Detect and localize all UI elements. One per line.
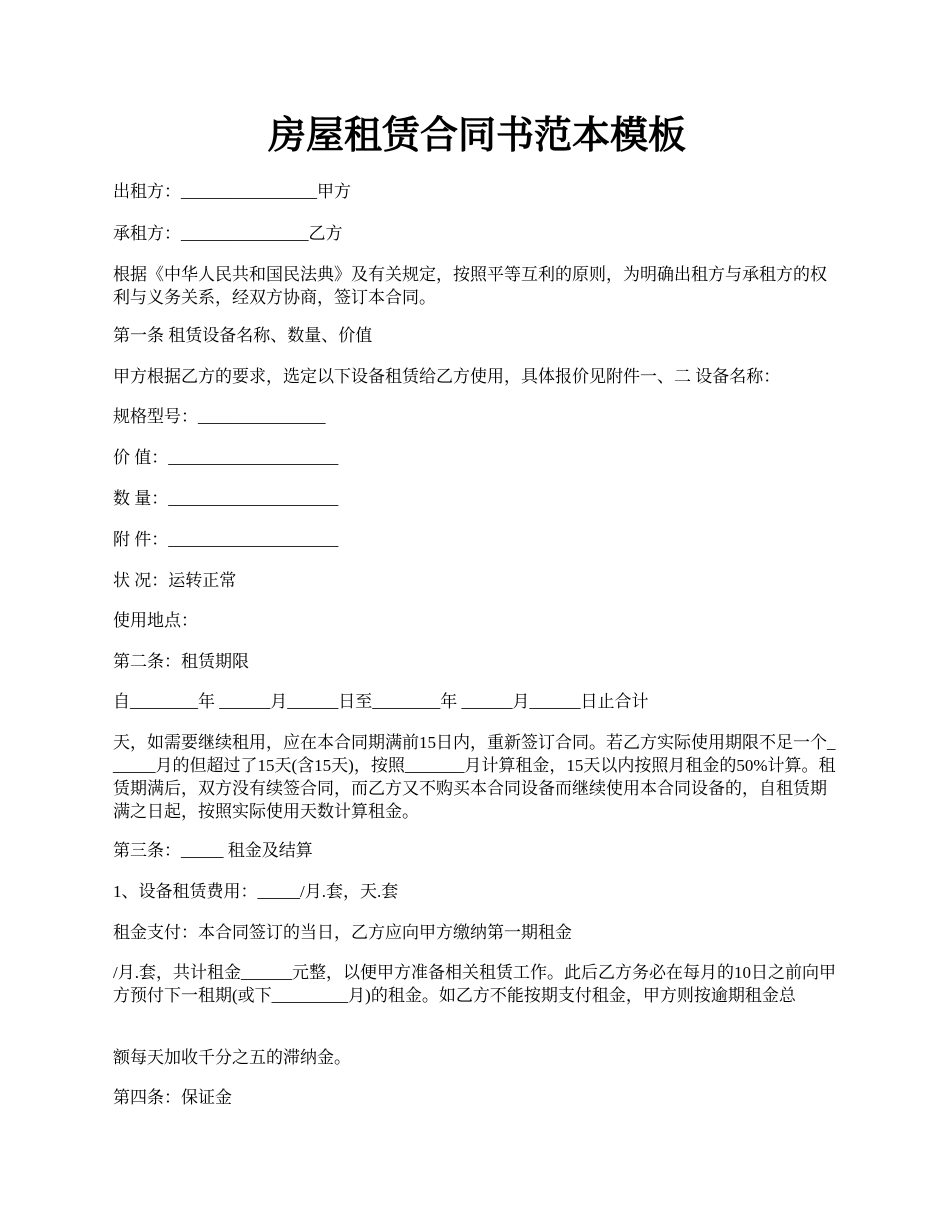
location-line: 使用地点： (113, 611, 198, 630)
preamble-paragraph: 根据《中华人民共和国民法典》及有关规定，按照平等互利的原则，为明确出租方与承租方的权利与义务关系，经双方协商，签订本合同。 (113, 265, 827, 307)
document-title: 房屋租赁合同书范本模板 (267, 115, 686, 157)
value-line: 价 值：____________________ (113, 448, 339, 467)
article-1-heading: 第一条 租赁设备名称、数量、价值 (113, 326, 373, 345)
term-details-paragraph: 天，如需要继续租用，应在本合同期满前15日内，重新签订合同。若乙方实际使用期限不足一个______月的但超过了15天(含15天)，按照_______月计算租金，15天以内按照月租金的50%计算。租赁期满后，双方没有续签合同，而乙方又不购买本合同设备而继续使用本合同设备的，自租赁期满之日起，按照实际使用天数计算租金。 (113, 733, 836, 821)
lessee-line: 承租方：_______________乙方 (113, 224, 343, 243)
term-dates-line: 自________年 ______月______日至________年 ______月______日止合计 (113, 692, 649, 711)
rent-payment-paragraph: /月.套，共计租金______元整，以便甲方准备相关租赁工作。此后乙方务必在每月的10日之前向甲方预付下一租期(或下_________月)的租金。如乙方不能按期支付租金，甲方则按逾期租金总 (113, 963, 836, 1005)
article-3-heading: 第三条：_____ 租金及结算 (113, 841, 313, 860)
model-line: 规格型号：_______________ (113, 407, 326, 426)
rent-payment-line: 租金支付：本合同签订的当日，乙方应向甲方缴纳第一期租金 (113, 923, 572, 942)
quantity-line: 数 量：____________________ (113, 489, 339, 508)
attachment-line: 附 件：____________________ (113, 530, 339, 549)
article-4-heading: 第四条：保证金 (113, 1088, 232, 1107)
lessor-line: 出租方：________________甲方 (113, 182, 351, 201)
condition-line: 状 况：运转正常 (113, 571, 237, 590)
article-2-heading: 第二条：租赁期限 (113, 652, 249, 671)
equipment-intro: 甲方根据乙方的要求，选定以下设备租赁给乙方使用，具体报价见附件一、二 设备名称： (113, 367, 781, 386)
rental-fee-line: 1、设备租赁费用：_____/月.套，天.套 (113, 882, 399, 901)
late-fee-line: 额每天加收千分之五的滞纳金。 (113, 1048, 351, 1067)
